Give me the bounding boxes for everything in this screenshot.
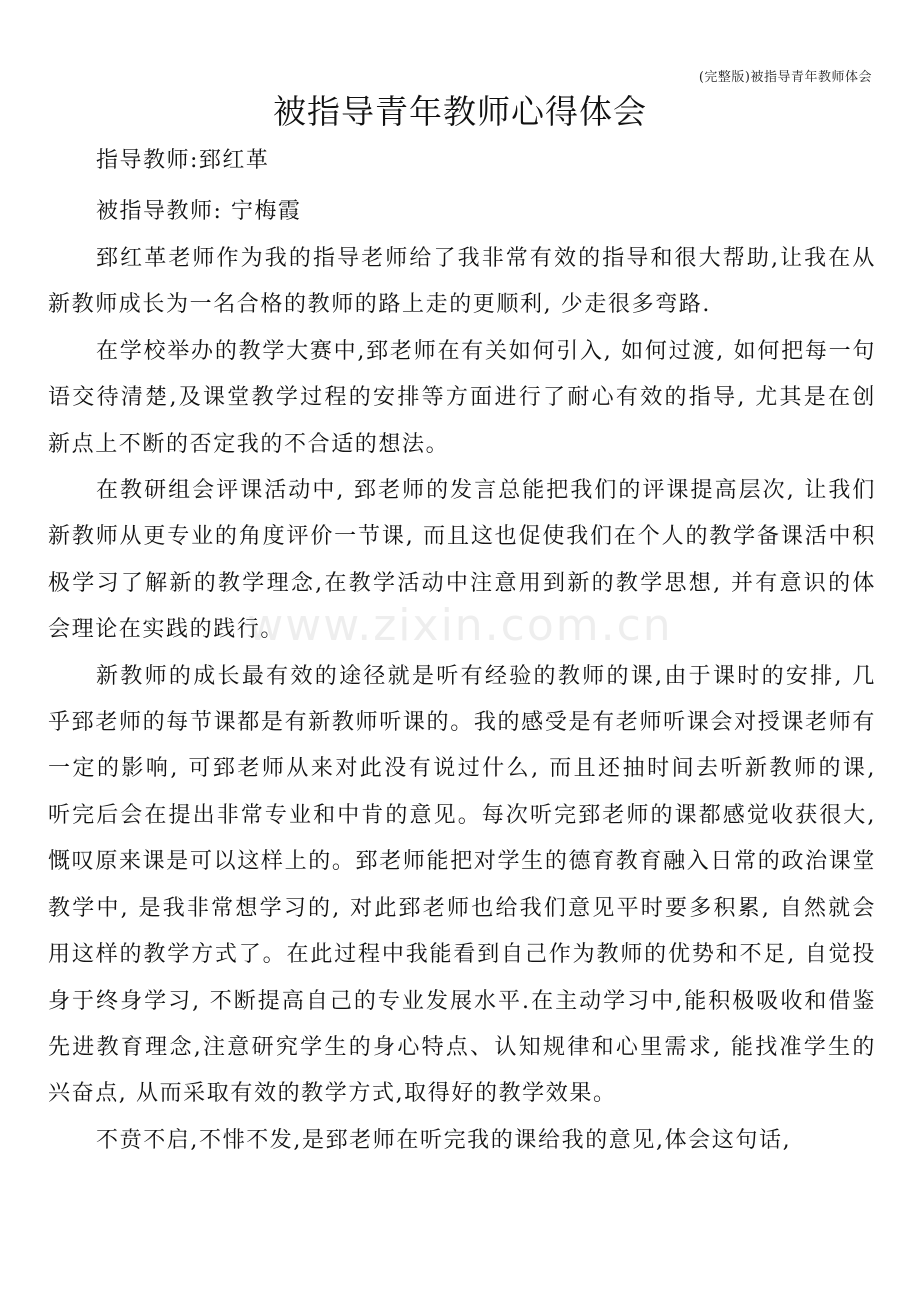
paragraph: 在教研组会评课活动中, 郅老师的发言总能把我们的评课提高层次, 让我们新教师从更专业的角度评价一节课, 而且这也促使我们在个人的教学备课活中积极学习了解新的教学理念,在教学活动中注意用到新的教学思想, 并有意识的体会理论在实践的践行。 xyxy=(48,478,876,643)
mentee-line: 被指导教师: 宁梅霞 xyxy=(96,199,302,224)
watermark: www.zixin.com.cn xyxy=(247,600,673,651)
document-title: 被指导青年教师心得体会 xyxy=(273,92,647,131)
paragraph: 新教师的成长最有效的途径就是听有经验的教师的课,由于课时的安排, 几乎郅老师的每节课都是有新教师听课的。我的感受是有老师听课会对授课老师有一定的影响, 可郅老师从来对此没有说过什么, 而且还抽时间去听新教师的课, 听完后会在提出非常专业和中肯的意见。每次听完郅老师的课都感觉收获很大,慨叹原来课是可以这样上的。郅老师能把对学生的德育教育融入日常的政治课堂教学中, 是我非常想学习的, 对此郅老师也给我们意见平时要多积累, 自然就会用这样的教学方式了。在此过程中我能看到自己作为教师的优势和不足, 自觉投身于终身学习, 不断提高自己的专业发展水平.在主动学习中,能积极吸收和借鉴先进教育理念,注意研究学生的身心特点、认知规律和心里需求, 能找准学生的兴奋点, 从而采取有效的教学方式,取得好的教学效果。 xyxy=(48,663,876,1107)
mentor-line: 指导教师:郅红革 xyxy=(96,148,270,173)
paragraph: 在学校举办的教学大赛中,郅老师在有关如何引入, 如何过渡, 如何把每一句语交待清楚,及课堂教学过程的安排等方面进行了耐心有效的指导, 尤其是在创新点上不断的否定我的不合适的想法。 xyxy=(48,338,876,457)
paragraph: 郅红革老师作为我的指导老师给了我非常有效的指导和很大帮助,让我在从新教师成长为一名合格的教师的路上走的更顺利, 少走很多弯路. xyxy=(48,246,876,318)
body-text xyxy=(48,236,876,1164)
running-header: (完整版)被指导青年教师体会 xyxy=(698,70,872,85)
paragraph: 不贲不启,不悱不发,是郅老师在听完我的课给我的意见,体会这句话, xyxy=(96,1127,792,1153)
